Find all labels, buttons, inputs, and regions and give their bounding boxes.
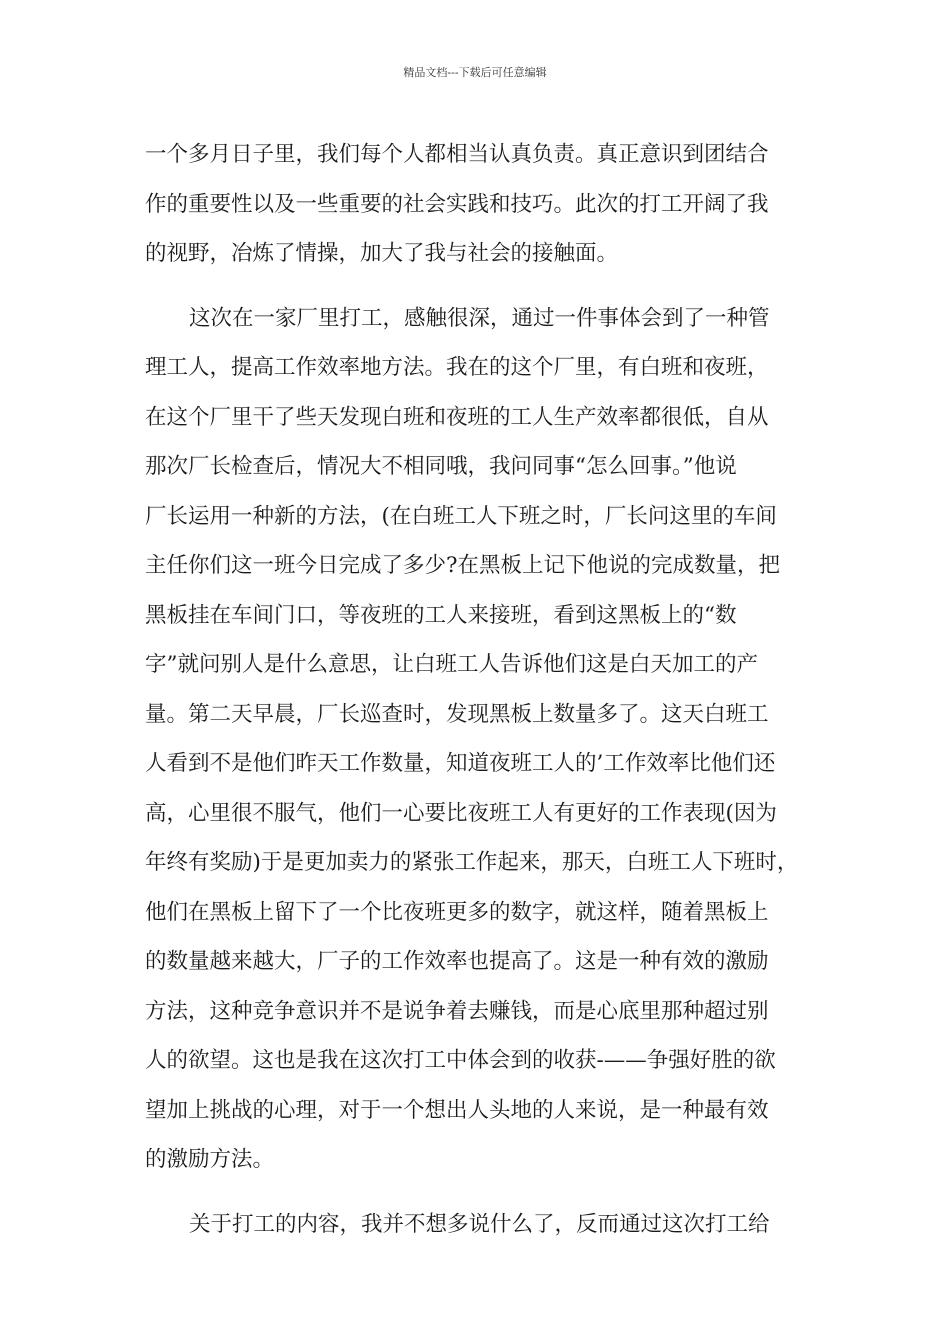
text-line: 他们在黑板上留下了一个比夜班更多的数字，就这样，随着黑板上: [145, 899, 769, 925]
text-line: 在这个厂里干了些天发现白班和夜班的工人生产效率都很低，自从: [145, 404, 769, 430]
text-line: 量。第二天早晨，厂长巡查时，发现黑板上数量多了。这天白班工: [145, 701, 769, 727]
text-line: 人看到不是他们昨天工作数量，知道夜班工人的’工作效率比他们还: [145, 751, 776, 776]
text-line: 字”就问别人是什么意思，让白班工人告诉他们这是白天加工的产: [145, 652, 758, 677]
text-line: 的视野，冶炼了情操，加大了我与社会的接触面。: [145, 241, 619, 266]
text-line: 的数量越来越大，厂子的工作效率也提高了。这是一种有效的激励: [145, 949, 769, 974]
text-line: 这次在一家厂里打工，感触很深，通过一件事体会到了一种管: [189, 305, 770, 331]
text-line: 人的欲望。这也是我在这次打工中体会到的收获-——争强好胜的欲: [145, 1048, 776, 1073]
text-line: 的激励方法。: [145, 1147, 275, 1172]
text-line: 高，心里很不服气，他们一心要比夜班工人有更好的工作表现(因为: [145, 800, 777, 826]
text-line: 厂长运用一种新的方法，(在白班工人下班之时，厂长问这里的车间: [145, 503, 777, 529]
text-line: 望加上挑战的心理，对于一个想出人头地的人来说，是一种最有效: [145, 1097, 769, 1123]
text-line: 黑板挂在车间门口，等夜班的工人来接班，看到这黑板上的“数: [145, 602, 737, 628]
text-line: 方法，这种竞争意识并不是说争着去赚钱，而是心底里那种超过别: [145, 998, 769, 1024]
text-line: 一个多月日子里，我们每个人都相当认真负责。真正意识到团结合: [145, 142, 769, 167]
paragraph-3: [145, 1200, 817, 1250]
paragraph-1: [145, 130, 817, 279]
text-line: 关于打工的内容，我并不想多说什么了，反而通过这次打工给: [189, 1211, 770, 1237]
paragraph-2: [145, 294, 817, 1185]
text-line: 主任你们这一班今日完成了多少?在黑板上记下他说的完成数量，把: [145, 553, 781, 578]
page-header: 精品文档---下载后可任意编辑: [403, 66, 547, 79]
text-line: 年终有奖励)于是更加卖力的紧张工作起来，那天，白班工人下班时，: [145, 850, 799, 875]
text-line: 作的重要性以及一些重要的社会实践和技巧。此次的打工开阔了我: [145, 191, 769, 217]
document-body: [145, 130, 817, 1249]
text-line: 理工人，提高工作效率地方法。我在的这个厂里，有白班和夜班，: [145, 355, 769, 380]
text-line: 那次厂长检查后，情况大不相同哦，我问同事“怎么回事。”他说: [145, 454, 737, 479]
